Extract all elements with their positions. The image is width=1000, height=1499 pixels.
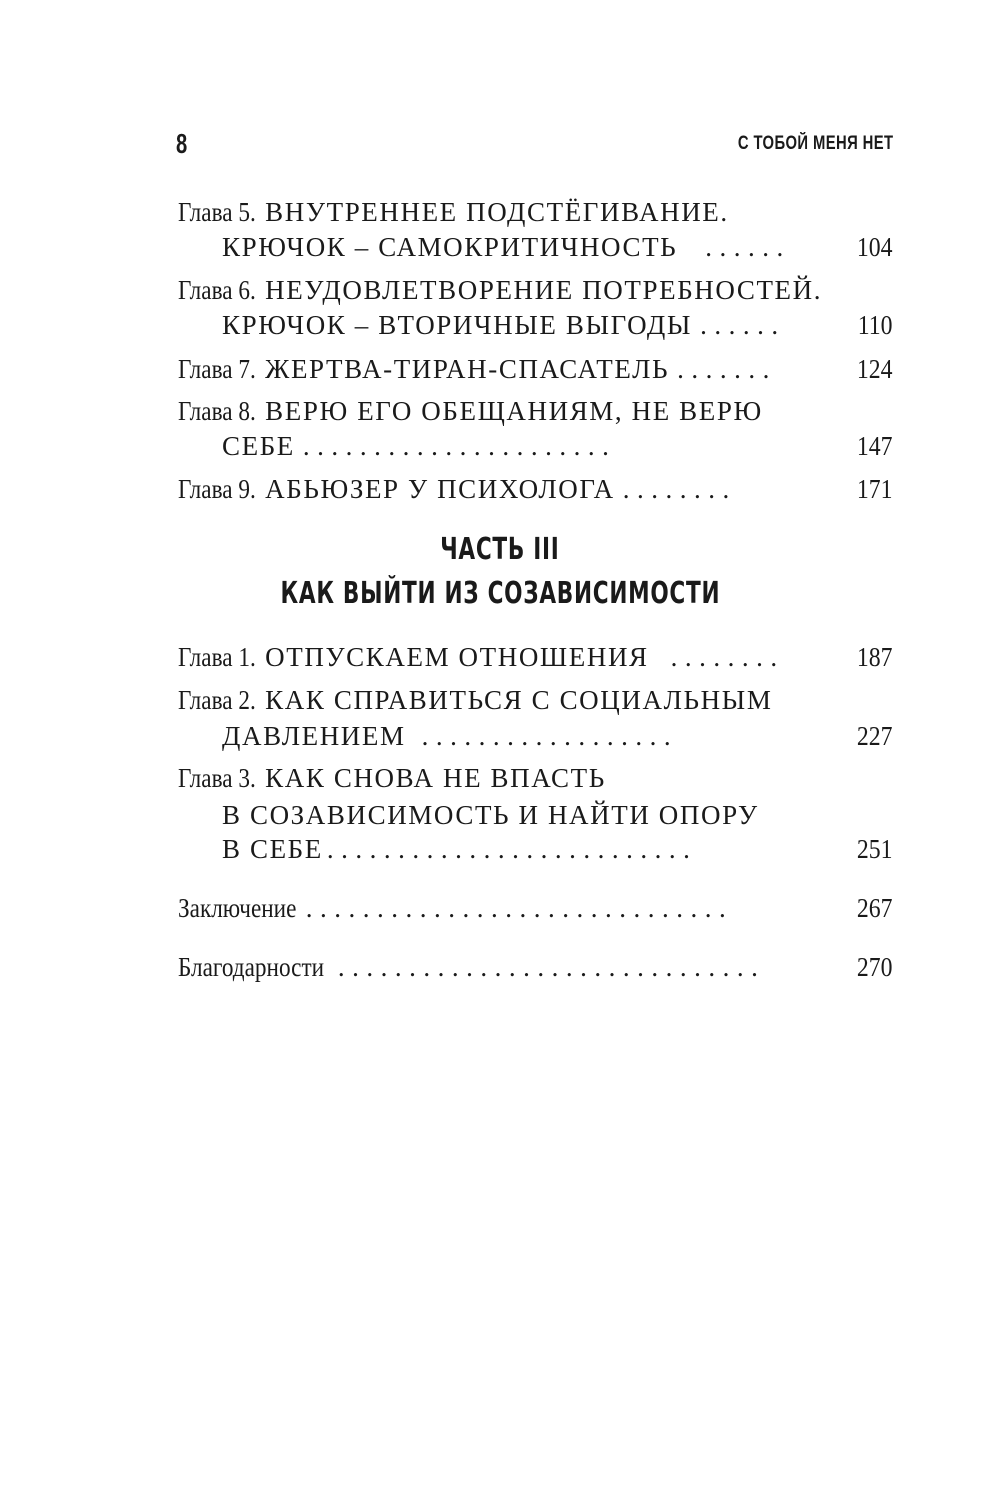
page-ref: 251 [856,834,892,864]
chapter-title-cont: ДАВЛЕНИЕМ [222,721,406,751]
page-ref: 110 [857,310,892,340]
chapter-title: НЕУДОВЛЕТВОРЕНИЕ ПОТРЕБНОСТЕЙ. [265,275,823,305]
running-head-title: С ТОБОЙ МЕНЯ НЕТ [737,133,893,154]
chapter-title: ВНУТРЕННЕЕ ПОДСТЁГИВАНИЕ. [265,197,729,227]
chapter-title-cont: КРЮЧОК – ВТОРИЧНЫЕ ВЫГОДЫ [222,310,693,340]
page-ref: 270 [856,952,892,982]
chapter-prefix: Глава 3. [178,763,256,793]
dot-leader: .............................. [337,952,766,982]
chapter-prefix: Глава 6. [178,275,256,305]
toc-entry-p3-ch3-line2[interactable] [222,797,892,833]
toc-entry-ch7[interactable] [178,351,892,387]
toc-entry-ch9[interactable] [178,471,892,507]
chapter-prefix: Глава 7. [178,354,256,384]
toc-entry-ch5-line1[interactable] [178,194,892,230]
chapter-title-cont: В СОЗАВИСИМОСТЬ И НАЙТИ ОПОРУ [222,800,759,830]
chapter-title: ОТПУСКАЕМ ОТНОШЕНИЯ [265,642,649,672]
chapter-prefix: Глава 8. [178,396,256,426]
toc-entry-acknowledgements[interactable] [178,949,892,985]
dot-leader: .................. [421,721,679,751]
chapter-title: КАК СПРАВИТЬСЯ С СОЦИАЛЬНЫМ [265,685,773,715]
dot-leader: .............................. [305,893,734,923]
chapter-prefix: Глава 5. [178,197,256,227]
entry-title: Заключение [178,893,297,923]
chapter-title: КАК СНОВА НЕ ВПАСТЬ [265,763,606,793]
toc-entry-conclusion[interactable] [178,890,892,926]
page-ref: 227 [856,721,892,751]
chapter-title-cont: СЕБЕ [222,431,295,461]
page-ref: 147 [856,431,892,461]
chapter-prefix: Глава 1. [178,642,256,672]
toc-entry-p3-ch3-line1[interactable] [178,760,892,796]
toc-entry-p3-ch3-line3[interactable] [222,831,892,867]
dot-leader: ...................... [302,431,617,461]
page-ref: 124 [856,354,892,384]
page-ref: 267 [856,893,892,923]
entry-title: Благодарности [178,952,325,982]
chapter-title-cont: КРЮЧОК – САМОКРИТИЧНОСТЬ [222,232,678,262]
page-ref: 104 [856,232,892,262]
toc-entry-p3-ch1[interactable] [178,639,892,675]
toc-entry-p3-ch2-line2[interactable] [222,718,892,754]
dot-leader: ....... [677,354,777,384]
page-ref: 187 [856,642,892,672]
toc-entry-ch6-line1[interactable] [178,272,892,308]
chapter-title: АБЬЮЗЕР У ПСИХОЛОГА [265,474,615,504]
part-title: КАК ВЫЙТИ ИЗ СОЗАВИСИМОСТИ [280,576,720,611]
part-label: ЧАСТЬ III [440,532,560,567]
toc-entry-ch8-line2[interactable] [222,428,892,464]
toc-entry-ch8-line1[interactable] [178,393,892,429]
dot-leader: ...... [700,310,786,340]
toc-entry-ch6-line2[interactable] [222,307,892,343]
page-ref: 171 [856,474,892,504]
chapter-title-cont: В СЕБЕ [222,834,323,864]
dot-leader: ........ [670,642,785,672]
toc-entry-ch5-line2[interactable] [222,229,892,265]
chapter-prefix: Глава 9. [178,474,256,504]
toc-entry-p3-ch2-line1[interactable] [178,682,892,718]
chapter-title: ВЕРЮ ЕГО ОБЕЩАНИЯМ, НЕ ВЕРЮ [265,396,763,426]
chapter-prefix: Глава 2. [178,685,256,715]
page-number: 8 [176,128,188,159]
dot-leader: ........ [622,474,737,504]
chapter-title: ЖЕРТВА-ТИРАН-СПАСАТЕЛЬ [265,354,670,384]
dot-leader: ...... [705,232,791,262]
dot-leader: .......................... [326,834,698,864]
